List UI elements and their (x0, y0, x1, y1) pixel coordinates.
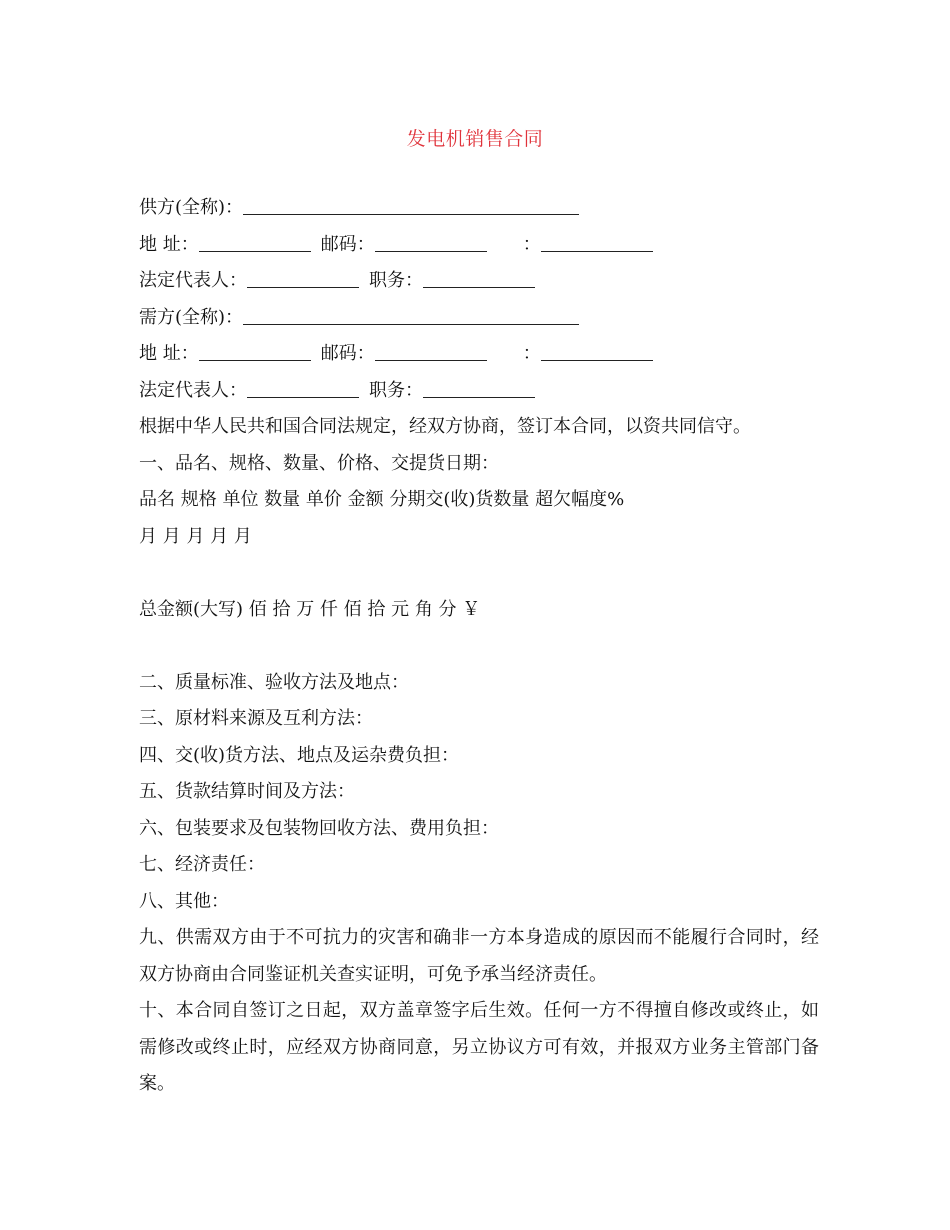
buyer-name-label: 需方(全称)： (139, 306, 244, 328)
buyer-phone-blank[interactable] (541, 340, 653, 361)
supplier-name-row (139, 190, 819, 227)
buyer-name-row (139, 300, 819, 337)
preamble: 根据中华人民共和国合同法规定，经双方协商，签订本合同，以资共同信守。 (139, 416, 751, 437)
supplier-postcode-blank[interactable] (375, 231, 487, 252)
supplier-address-label: 地 址： (139, 233, 199, 255)
supplier-address-blank[interactable] (199, 231, 311, 252)
buyer-position-label: 职务： (369, 379, 423, 401)
supplier-address-row (139, 227, 819, 264)
document-title: 发电机销售合同 (406, 128, 544, 150)
supplier-phone-label: ： (522, 233, 541, 255)
section-8: 八、其他： (139, 890, 229, 912)
supplier-position-blank[interactable] (423, 267, 535, 288)
section-2: 二、质量标准、验收方法及地点： (139, 671, 409, 693)
buyer-rep-label: 法定代表人： (139, 379, 247, 401)
supplier-postcode-label: 邮码： (320, 233, 375, 255)
section-1-heading: 一、品名、规格、数量、价格、交提货日期： (139, 452, 499, 474)
contract-body (139, 190, 819, 1103)
section-3: 三、原材料来源及互利方法： (139, 708, 373, 729)
buyer-position-blank[interactable] (423, 377, 535, 398)
supplier-name-blank[interactable] (243, 194, 579, 215)
supplier-name-label: 供方(全称)： (139, 197, 244, 218)
clause-9: 九、供需双方由于不可抗力的灾害和确非一方本身造成的原因而不能履行合同时，经双方协商由合同鉴证机关查实证明，可免予承当经济责任。 (139, 927, 819, 985)
goods-table-months: 月 月 月 月 月 (139, 525, 252, 547)
supplier-rep-blank[interactable] (247, 267, 359, 288)
buyer-name-blank[interactable] (243, 304, 579, 325)
buyer-rep-row (139, 373, 819, 410)
section-6: 六、包装要求及包装物回收方法、费用负担： (139, 817, 499, 839)
buyer-rep-blank[interactable] (247, 377, 359, 398)
total-amount: 总金额(大写) 佰 拾 万 仟 佰 拾 元 角 分 ￥ (139, 598, 481, 620)
buyer-address-label: 地 址： (139, 343, 199, 364)
buyer-address-blank[interactable] (199, 340, 311, 361)
supplier-phone-blank[interactable] (541, 231, 653, 252)
supplier-rep-row (139, 263, 819, 300)
supplier-rep-label: 法定代表人： (139, 270, 247, 291)
buyer-postcode-blank[interactable] (375, 340, 487, 361)
supplier-position-label: 职务： (369, 270, 423, 291)
clause-10: 十、本合同自签订之日起，双方盖章签字后生效。任何一方不得擅自修改或终止，如需修改或终止时，应经双方协商同意，另立协议方可有效，并报双方业务主管部门备案。 (139, 1000, 819, 1094)
section-7: 七、经济责任： (139, 854, 265, 875)
buyer-address-row (139, 336, 819, 373)
section-4: 四、交(收)货方法、地点及运杂费负担： (139, 744, 460, 766)
section-5: 五、货款结算时间及方法： (139, 781, 355, 802)
goods-table-header: 品名 规格 单位 数量 单价 金额 分期交(收)货数量 超欠幅度% (139, 489, 625, 510)
buyer-phone-label: ： (522, 343, 541, 364)
buyer-postcode-label: 邮码： (320, 343, 375, 364)
